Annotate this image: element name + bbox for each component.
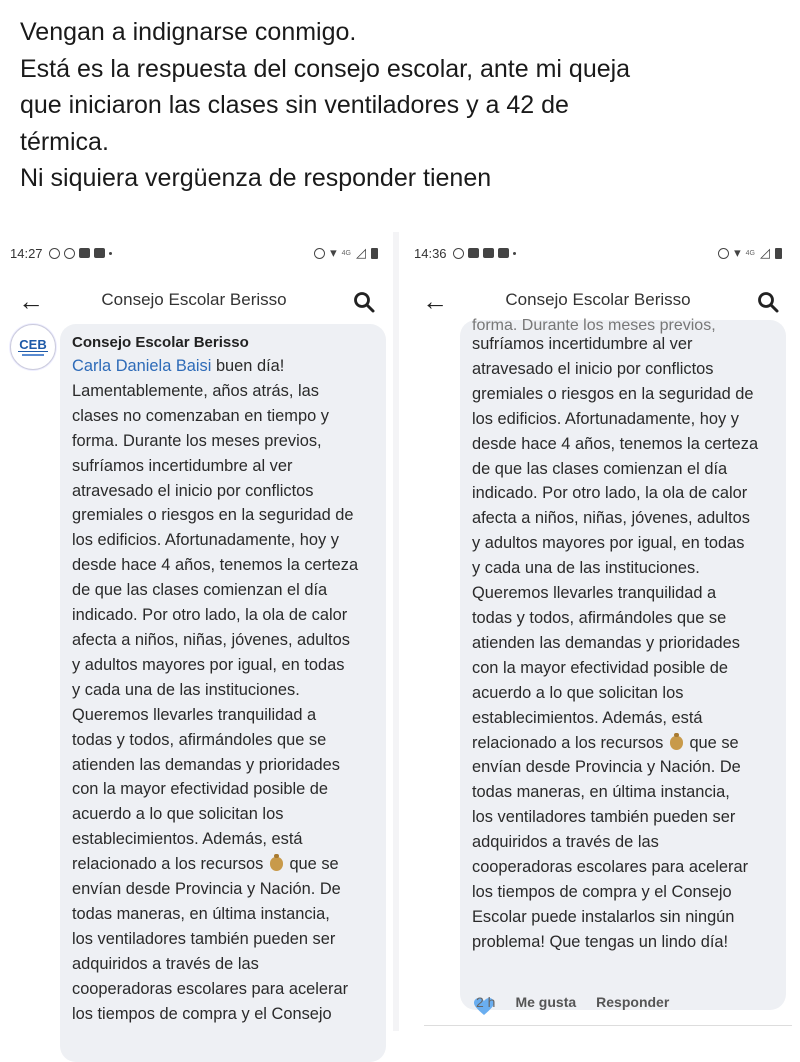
avatar[interactable] (10, 324, 56, 370)
comment-line: atienden las demandas y prioridades (472, 633, 740, 652)
comment-text: forma. Durante los meses previos, (472, 317, 716, 334)
comment-line: envían desde Provincia y Nación. De (72, 880, 341, 899)
search-icon[interactable] (756, 290, 780, 314)
comment-line: cooperadoras escolares para acelerar (72, 979, 349, 998)
comment-line (72, 852, 372, 877)
comment-line: atravesado el inicio por conflictos (72, 481, 314, 500)
comment-line: adquiridos a través de las (72, 954, 259, 973)
back-arrow-icon[interactable]: ← (422, 286, 448, 316)
comment-line: atravesado el inicio por conflictos (472, 359, 714, 378)
comment-line: los ventiladores también pueden ser (472, 808, 736, 827)
comment-line: desde hace 4 años, tenemos la certeza (472, 434, 759, 453)
battery-icon (775, 248, 782, 259)
comment-text: buen día! (211, 357, 285, 375)
comment-line: establecimientos. Además, está (472, 708, 703, 727)
comment-line: acuerdo a lo que solicitan los (472, 683, 684, 702)
comment-line: con la mayor efectividad posible de (472, 658, 729, 677)
more-dot-icon (513, 252, 516, 255)
comment-line: de que las clases comienzan el día (72, 581, 328, 600)
mention-link[interactable]: Carla Daniela Baisi (72, 357, 212, 375)
comment-text: que se (684, 733, 739, 752)
comment-line: gremiales o riesgos en la seguridad de (472, 384, 754, 403)
status-bar (414, 240, 782, 266)
alarm-icon (718, 248, 729, 259)
page-title: Consejo Escolar Berisso (505, 290, 691, 309)
wifi-icon: ▾ (330, 245, 337, 260)
comment-line: Queremos llevarles tranquilidad a (72, 705, 317, 724)
comment-text: que se (284, 855, 339, 874)
post-caption (20, 14, 790, 197)
status-time: 14:27 (10, 245, 43, 261)
comment-line (472, 731, 772, 756)
comment-line: todas y todos, afirmándoles que se (72, 730, 327, 749)
notification-icon (453, 248, 464, 259)
money-bag-icon (270, 857, 283, 871)
comment-cut-line (472, 317, 772, 334)
comment-line: y adultos mayores por igual, en todas (472, 534, 745, 553)
comment-line: problema! Que tengas un lindo día! (472, 932, 729, 951)
app-header (0, 284, 388, 320)
caption-line: que iniciaron las clases sin ventiladores y a 42 de (20, 91, 569, 119)
avatar-logo-bar (22, 354, 44, 356)
comment-timestamp: 2 h (476, 994, 496, 1010)
comment-bubble (60, 324, 386, 1062)
back-arrow-icon[interactable]: ← (18, 286, 44, 316)
signal-icon: ◿ (356, 245, 366, 260)
alarm-icon (314, 248, 325, 259)
comment-line: desde hace 4 años, tenemos la certeza (72, 556, 359, 575)
divider-line (424, 1025, 792, 1026)
search-icon[interactable] (352, 290, 376, 314)
comment-line: adquiridos a través de las (472, 833, 659, 852)
comment-line: indicado. Por otro lado, la ola de calor (472, 484, 748, 503)
comment-line: clases no comenzaban en tiempo y (72, 406, 329, 425)
left-screenshot (0, 232, 388, 1031)
comment-line: de que las clases comienzan el día (472, 459, 728, 478)
comment-actions (476, 994, 669, 1010)
comment-line: acuerdo a lo que solicitan los (72, 805, 284, 824)
comment-line: todas y todos, afirmándoles que se (472, 608, 727, 627)
network-label: 4G (341, 249, 351, 257)
comment-bubble (460, 317, 786, 1010)
youtube-icon (468, 248, 479, 258)
more-dot-icon (109, 252, 112, 255)
comment-line: los ventiladores también pueden ser (72, 929, 336, 948)
status-bar (10, 240, 378, 266)
comment-author[interactable]: Consejo Escolar Berisso (72, 334, 249, 351)
comment-line: con la mayor efectividad posible de (72, 780, 329, 799)
caption-line: Está es la respuesta del consejo escolar, ante mi queja (20, 54, 631, 83)
comment-line: cooperadoras escolares para acelerar (472, 858, 749, 877)
comment-line: indicado. Por otro lado, la ola de calor (72, 606, 348, 625)
notification-icon (49, 248, 60, 259)
comment-line: sufríamos incertidumbre al ver (472, 335, 693, 353)
screenshot-divider (393, 232, 399, 1031)
like-button[interactable]: Me gusta (515, 994, 577, 1010)
instagram-icon (64, 248, 75, 259)
comment-line: afecta a niños, niñas, jóvenes, adultos (472, 509, 750, 528)
reply-button[interactable]: Responder (596, 994, 670, 1010)
caption-line: térmica. (20, 127, 109, 156)
youtube-icon (79, 248, 90, 258)
youtube-icon (483, 248, 494, 258)
comment-line: los tiempos de compra y el Consejo (72, 1004, 332, 1023)
comment-line: forma. Durante los meses previos, (72, 431, 322, 450)
right-screenshot (404, 232, 792, 1031)
signal-icon: ◿ (760, 245, 770, 260)
page-title: Consejo Escolar Berisso (101, 290, 287, 309)
caption-line: Ni siquiera vergüenza de responder tienen (20, 164, 492, 192)
comment-first-line (72, 354, 372, 379)
comment-line: y cada una de las instituciones. (472, 559, 700, 578)
comment-line: Escolar puede instalarlos sin ningún (472, 907, 735, 926)
status-time: 14:36 (414, 245, 447, 261)
comment-line: gremiales o riesgos en la seguridad de (72, 506, 354, 525)
money-bag-icon (670, 736, 683, 750)
comment-text: relacionado a los recursos (72, 855, 268, 874)
comment-line: atienden las demandas y prioridades (72, 755, 340, 774)
wifi-icon: ▾ (734, 245, 741, 260)
comment-line: todas maneras, en última instancia, (72, 904, 330, 923)
comment-line: sufríamos incertidumbre al ver (72, 456, 293, 475)
avatar-logo-text: CEB (19, 337, 47, 352)
comment-text: relacionado a los recursos (472, 733, 668, 752)
comment-line: los edificios. Afortunadamente, hoy y (72, 531, 339, 550)
comment-line: envían desde Provincia y Nación. De (472, 758, 741, 777)
comment-line: y adultos mayores por igual, en todas (72, 655, 345, 674)
comment-line: los edificios. Afortunadamente, hoy y (472, 409, 739, 428)
comment-line: Queremos llevarles tranquilidad a (472, 584, 717, 603)
comment-line: afecta a niños, niñas, jóvenes, adultos (72, 630, 350, 649)
comment-line: los tiempos de compra y el Consejo (472, 882, 732, 901)
caption-line: Vengan a indignarse conmigo. (20, 18, 357, 46)
comment-line: todas maneras, en última instancia, (472, 783, 730, 802)
calendar-icon (498, 248, 509, 258)
comment-line: establecimientos. Además, está (72, 830, 303, 849)
battery-icon (371, 248, 378, 259)
comment-line: Lamentablemente, años atrás, las (72, 381, 319, 400)
comment-line: y cada una de las instituciones. (72, 680, 300, 699)
network-label: 4G (745, 249, 755, 257)
youtube-icon (94, 248, 105, 258)
